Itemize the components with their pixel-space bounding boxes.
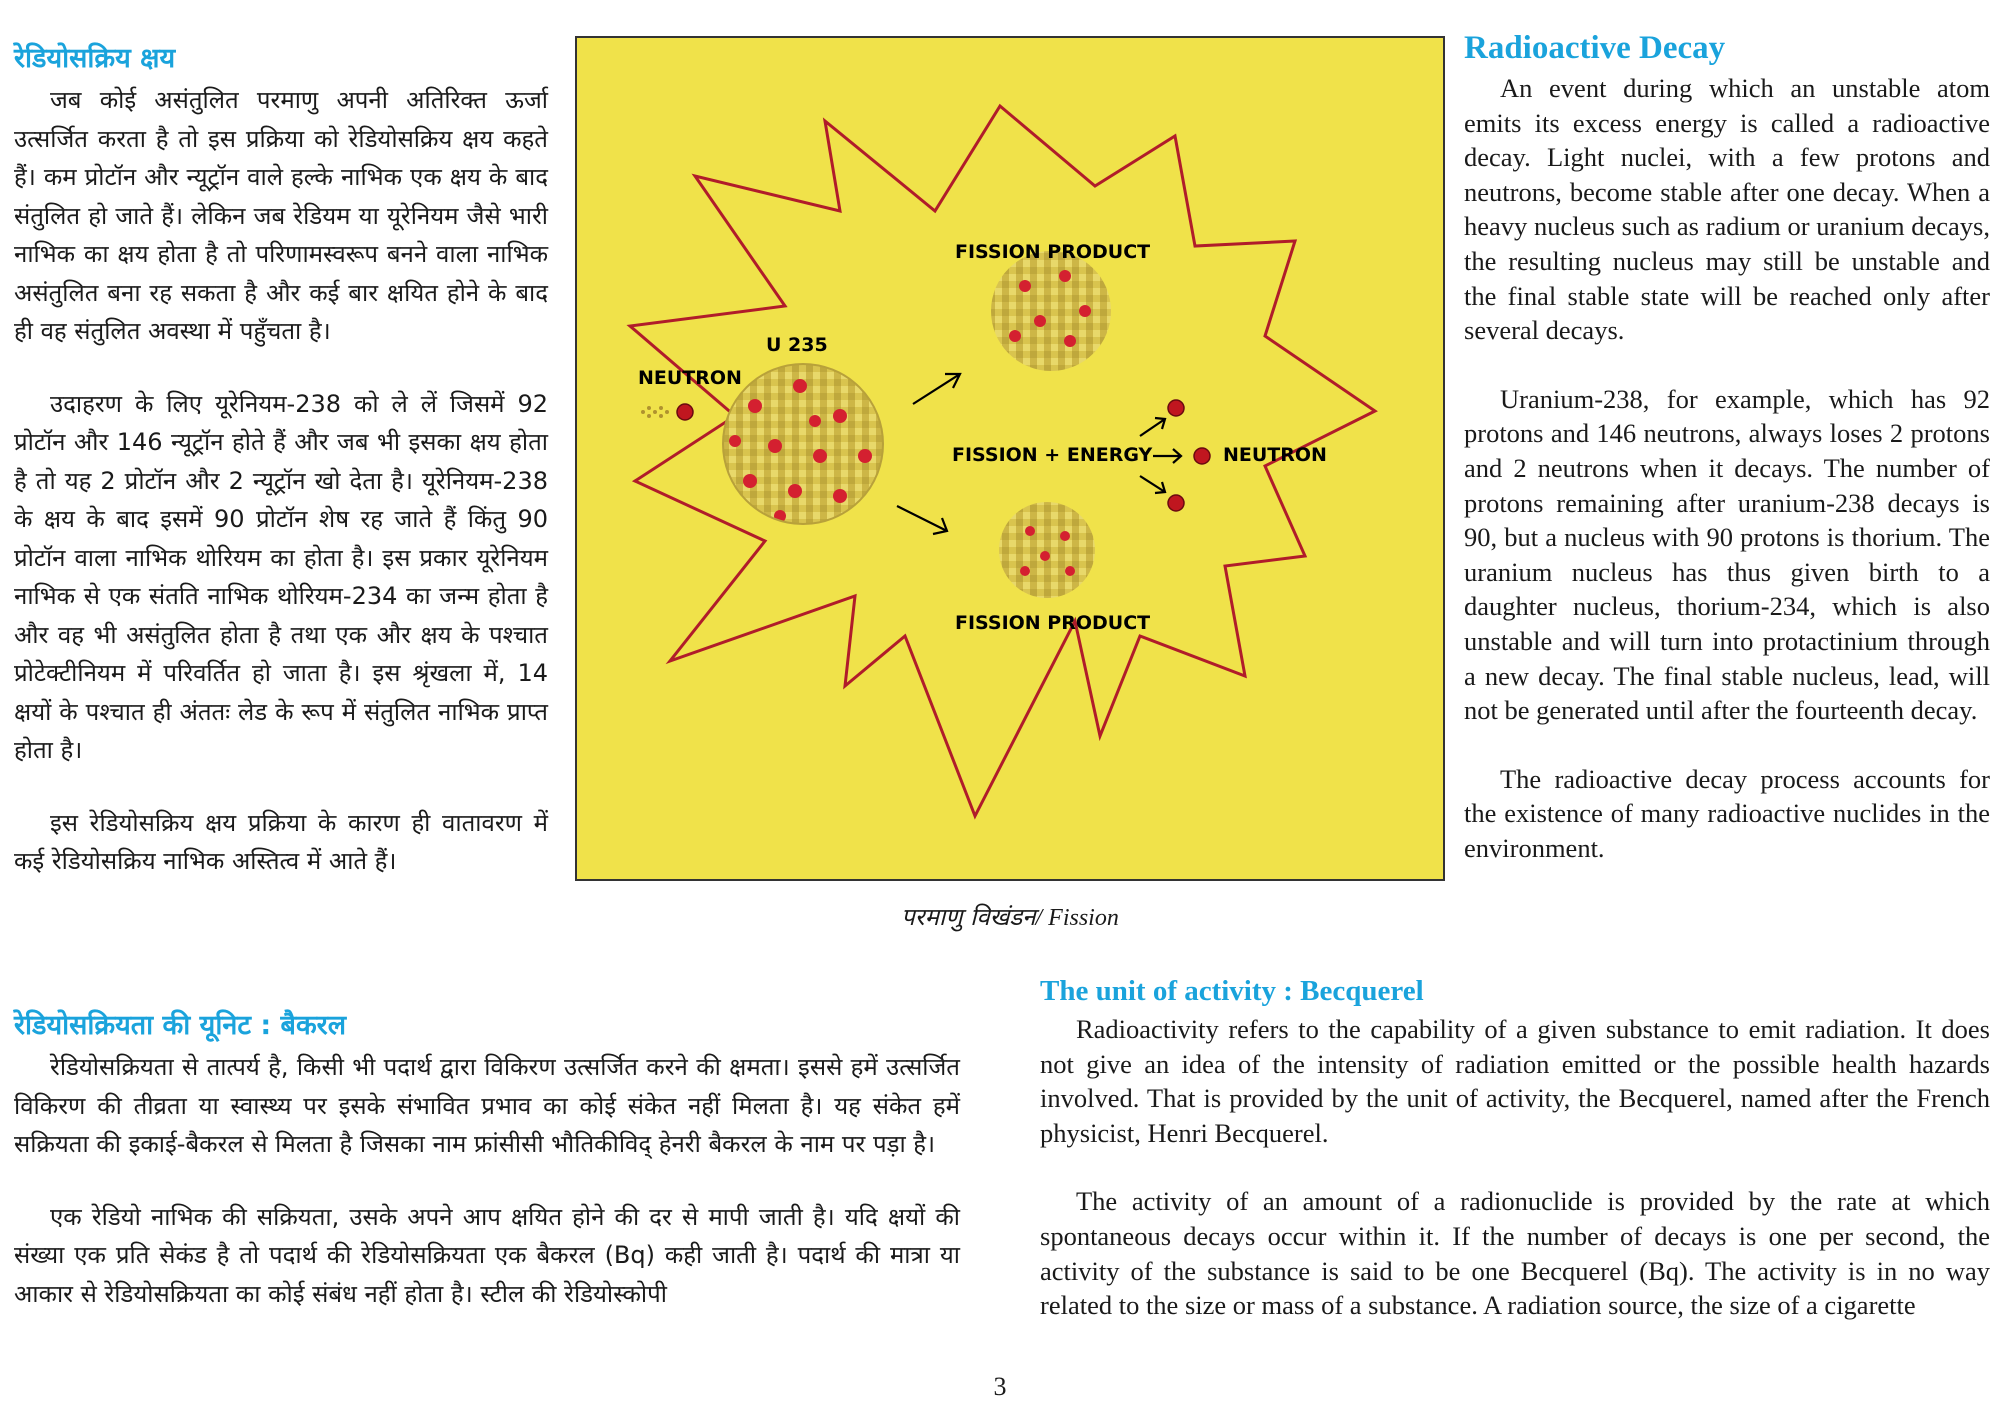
label-u235: U 235 bbox=[766, 334, 828, 356]
left-column bbox=[14, 38, 548, 881]
paragraph-hi-2: उदाहरण के लिए यूरेनियम-238 को ले लें जिसमें 92 प्रोटॉन और 146 न्यूट्रॉन होते हैं और जब भी इसका क्षय होता है तो यह 2 प्रोटॉन और 2 न्यूट्रॉन खो देता है। यूरेनियम-238 के क्षय के बाद इसमें 90 प्रोटॉन शेष रह जाते हैं किंतु 90 प्रोटॉन वाला नाभिक थोरियम का होता है। इस प्रकार यूरेनियम नाभिक से एक संतति नाभिक थोरियम-234 का जन्म होता है और वह भी असंतुलित होता है तथा एक और क्षय के पश्चात प्रोटेक्टीनियम में परिवर्तित हो जाता है। इस श्रृंखला में, 14 क्षयों के पश्चात ही अंततः लेड के रूप में संतुलित नाभिक प्राप्त होता है। bbox=[14, 389, 548, 764]
label-neutron-out: NEUTRON bbox=[1223, 444, 1327, 466]
paragraph-en-2: Uranium-238, for example, which has 92 protons and 146 neutrons, always loses 2 protons and 2 neutrons when it decays. The number of protons remaining after uranium-238 decays is 90, but a nucleus with 90 protons is thorium. The uranium nucleus has thus given birth to a daughter nucleus, thorium-234, which is also unstable and will turn into protactinium through a new decay. The final stable nucleus, lead, will not be generated until after the fourteenth decay. bbox=[1464, 383, 1990, 726]
paragraph-becquerel-hi-2: एक रेडियो नाभिक की सक्रियता, उसके अपने आप क्षयित होने की दर से मापी जाती है। यदि क्षयों की संख्या एक प्रति सेकंड है तो पदार्थ की रेडियोसक्रियता एक बैकरल (Bq) कही जाती है। पदार्थ की मात्रा या आकार से रेडियोसक्रियता का कोई संबंध नहीं होता है। स्टील की रेडियोस्कोपी bbox=[14, 1202, 960, 1308]
paragraph-hi-1: जब कोई असंतुलित परमाणु अपनी अतिरिक्त ऊर्जा उत्सर्जित करता है तो इस प्रक्रिया को रेडियोसक्रिय क्षय कहते हैं। कम प्रोटॉन और न्यूट्रॉन वाले हल्के नाभिक एक क्षय के बाद संतुलित हो जाते हैं। लेकिन जब रेडियम या यूरेनियम जैसे भारी नाभिक का क्षय होता है तो परिणामस्वरूप बनने वाला नाभिक असंतुलित बना रह सकता है और कई बार क्षयित होने के बाद ही वह संतुलित अवस्था में पहुँचता है। bbox=[14, 86, 548, 345]
heading-radioactive-decay-en: Radioactive Decay bbox=[1464, 30, 1726, 66]
figure-caption bbox=[575, 900, 1445, 933]
label-fission-product-top: FISSION PRODUCT bbox=[955, 241, 1151, 263]
paragraph-hi-3: इस रेडियोसक्रिय क्षय प्रक्रिया के कारण ही वातावरण में कई रेडियोसक्रिय नाभिक अस्तित्व में आते हैं। bbox=[14, 808, 548, 875]
paragraph-becquerel-en-1: Radioactivity refers to the capability of a given substance to emit radiation. It does not give an idea of the intensity of radiation emitted or the possible health hazards involved. That is provided by the unit of activity, the Becquerel, named after the French physicist, Henri Becquerel. bbox=[1040, 1014, 1990, 1148]
right-column bbox=[1464, 30, 1990, 865]
label-neutron-in: NEUTRON bbox=[638, 367, 742, 389]
fission-figure bbox=[575, 36, 1445, 881]
caption-english: Fission bbox=[1048, 905, 1119, 931]
fission-product-bottom bbox=[999, 502, 1095, 598]
heading-becquerel-hi: रेडियोसक्रियता की यूनिट : बैकरल bbox=[14, 1010, 347, 1041]
label-fission-product-bottom: FISSION PRODUCT bbox=[955, 612, 1151, 634]
paragraph-becquerel-en-2: The activity of an amount of a radionuclide is provided by the rate at which spontaneous decays occur within it. If the number of decays is one per second, the activity of the substance is said to be one Becquerel (Bq). The activity is in no way related to the size or mass of a substance. A radiation source, the size of a cigarette bbox=[1040, 1186, 1990, 1321]
heading-becquerel-en: The unit of activity : Becquerel bbox=[1040, 975, 1424, 1007]
label-fission-energy: FISSION + ENERGY bbox=[952, 444, 1153, 466]
page-number: 3 bbox=[993, 1372, 1007, 1401]
caption-hindi: परमाणु विखंडन bbox=[901, 903, 1036, 931]
paragraph-becquerel-hi-1: रेडियोसक्रियता से तात्पर्य है, किसी भी पदार्थ द्वारा विकिरण उत्सर्जित करने की क्षमता। इससे हमें उत्सर्जित विकिरण की तीव्रता या स्वास्थ्य पर इसके संभावित प्रभाव का कोई संकेत नहीं मिलता है। यह संकेत हमें सक्रियता की इकाई-बैकरल से मिलता है जिसका नाम फ्रांसीसी भौतिकीविद् हेनरी बैकरल के नाम पर पड़ा है। bbox=[14, 1053, 960, 1158]
u235-nucleus bbox=[723, 364, 883, 524]
fission-diagram bbox=[575, 36, 1445, 881]
paragraph-en-1: An event during which an unstable atom emits its excess energy is called a radioactive decay. Light nuclei, with a few protons and neutrons, become stable after one decay. When a heavy nucleus such as radium or uranium decays, the resulting nucleus may still be unstable and the final stable state will be reached only after several decays. bbox=[1464, 73, 1990, 346]
paragraph-en-3: The radioactive decay process accounts for the existence of many radioactive nuclides in the environment. bbox=[1464, 763, 1990, 863]
caption-separator: / bbox=[1035, 905, 1049, 931]
bottom-right-section bbox=[1040, 975, 1990, 1323]
bottom-left-section bbox=[14, 1005, 960, 1313]
fission-product-top bbox=[991, 251, 1111, 371]
heading-radioactive-decay-hi: रेडियोसक्रिय क्षय bbox=[14, 43, 176, 74]
